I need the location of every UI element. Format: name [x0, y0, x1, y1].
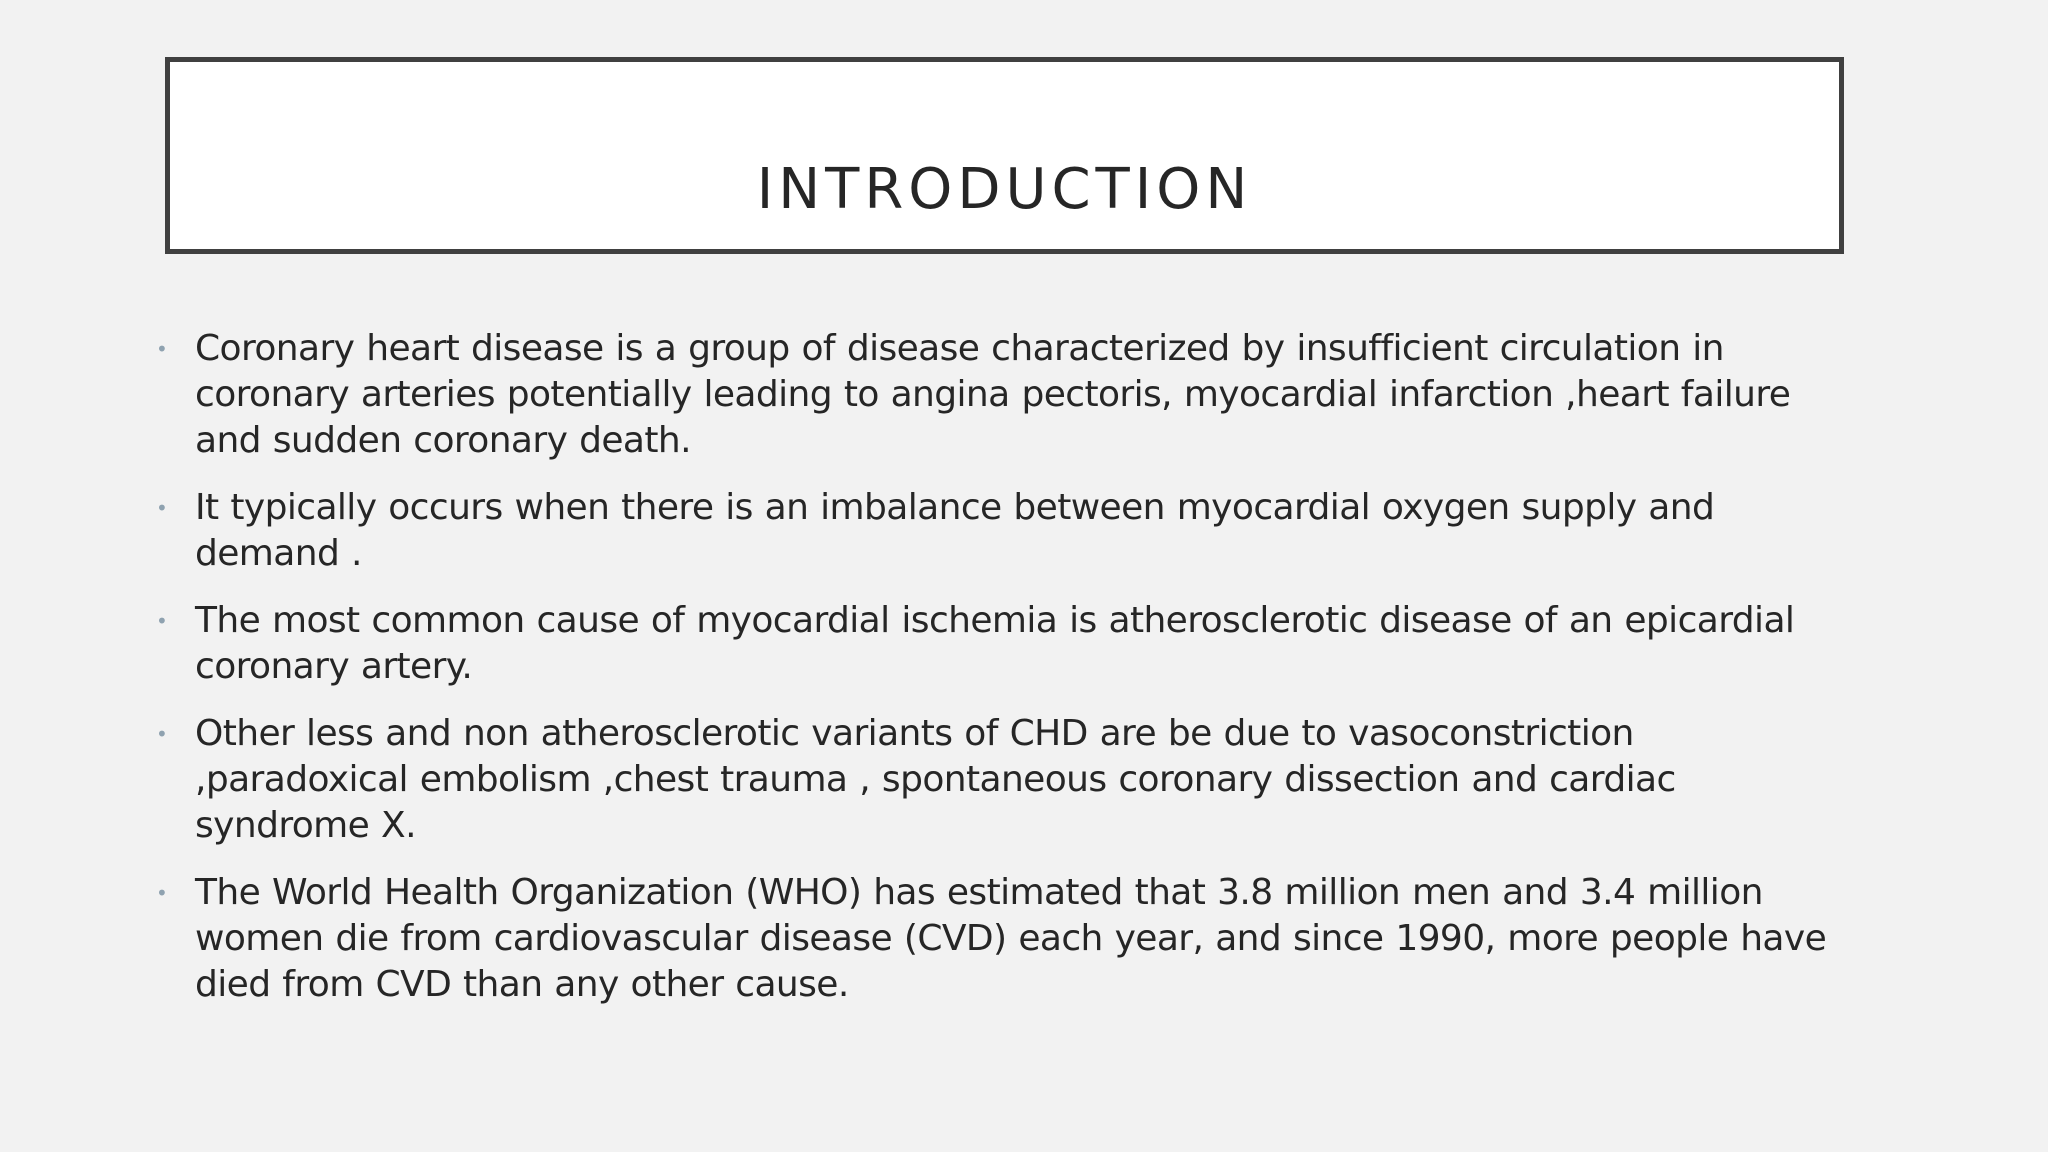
- bullet-item: [150, 598, 1850, 690]
- bullet-icon: •: [156, 496, 168, 520]
- bullet-text: Coronary heart disease is a group of disease characterized by insufficient circulation in coronary arteries potentially leading to angina pectoris, myocardial infarction ,heart failure and sudden coronary death.: [195, 328, 1791, 461]
- bullet-text: The most common cause of myocardial ischemia is atherosclerotic disease of an epicardial coronary artery.: [195, 600, 1795, 687]
- bullet-text: The World Health Organization (WHO) has estimated that 3.8 million men and 3.4 million women die from cardiovascular disease (CVD) each year, and since 1990, more people have died from CVD than any other cause.: [195, 872, 1827, 1005]
- bullet-item: [150, 485, 1850, 577]
- slide-title: INTRODUCTION: [756, 157, 1253, 222]
- bullet-item: [150, 711, 1850, 849]
- bullet-item: [150, 870, 1850, 1008]
- bullet-icon: •: [156, 881, 168, 905]
- bullet-text: Other less and non atherosclerotic variants of CHD are be due to vasoconstriction ,paradoxical embolism ,chest trauma , spontaneous coronary dissection and cardiac syndrome X.: [195, 713, 1676, 846]
- bullet-list: [150, 326, 1850, 1029]
- bullet-icon: •: [156, 609, 168, 633]
- title-box: [165, 57, 1844, 254]
- bullet-text: It typically occurs when there is an imbalance between myocardial oxygen supply and demand .: [195, 487, 1715, 574]
- bullet-icon: •: [156, 337, 168, 361]
- bullet-icon: •: [156, 722, 168, 746]
- bullet-item: [150, 326, 1850, 464]
